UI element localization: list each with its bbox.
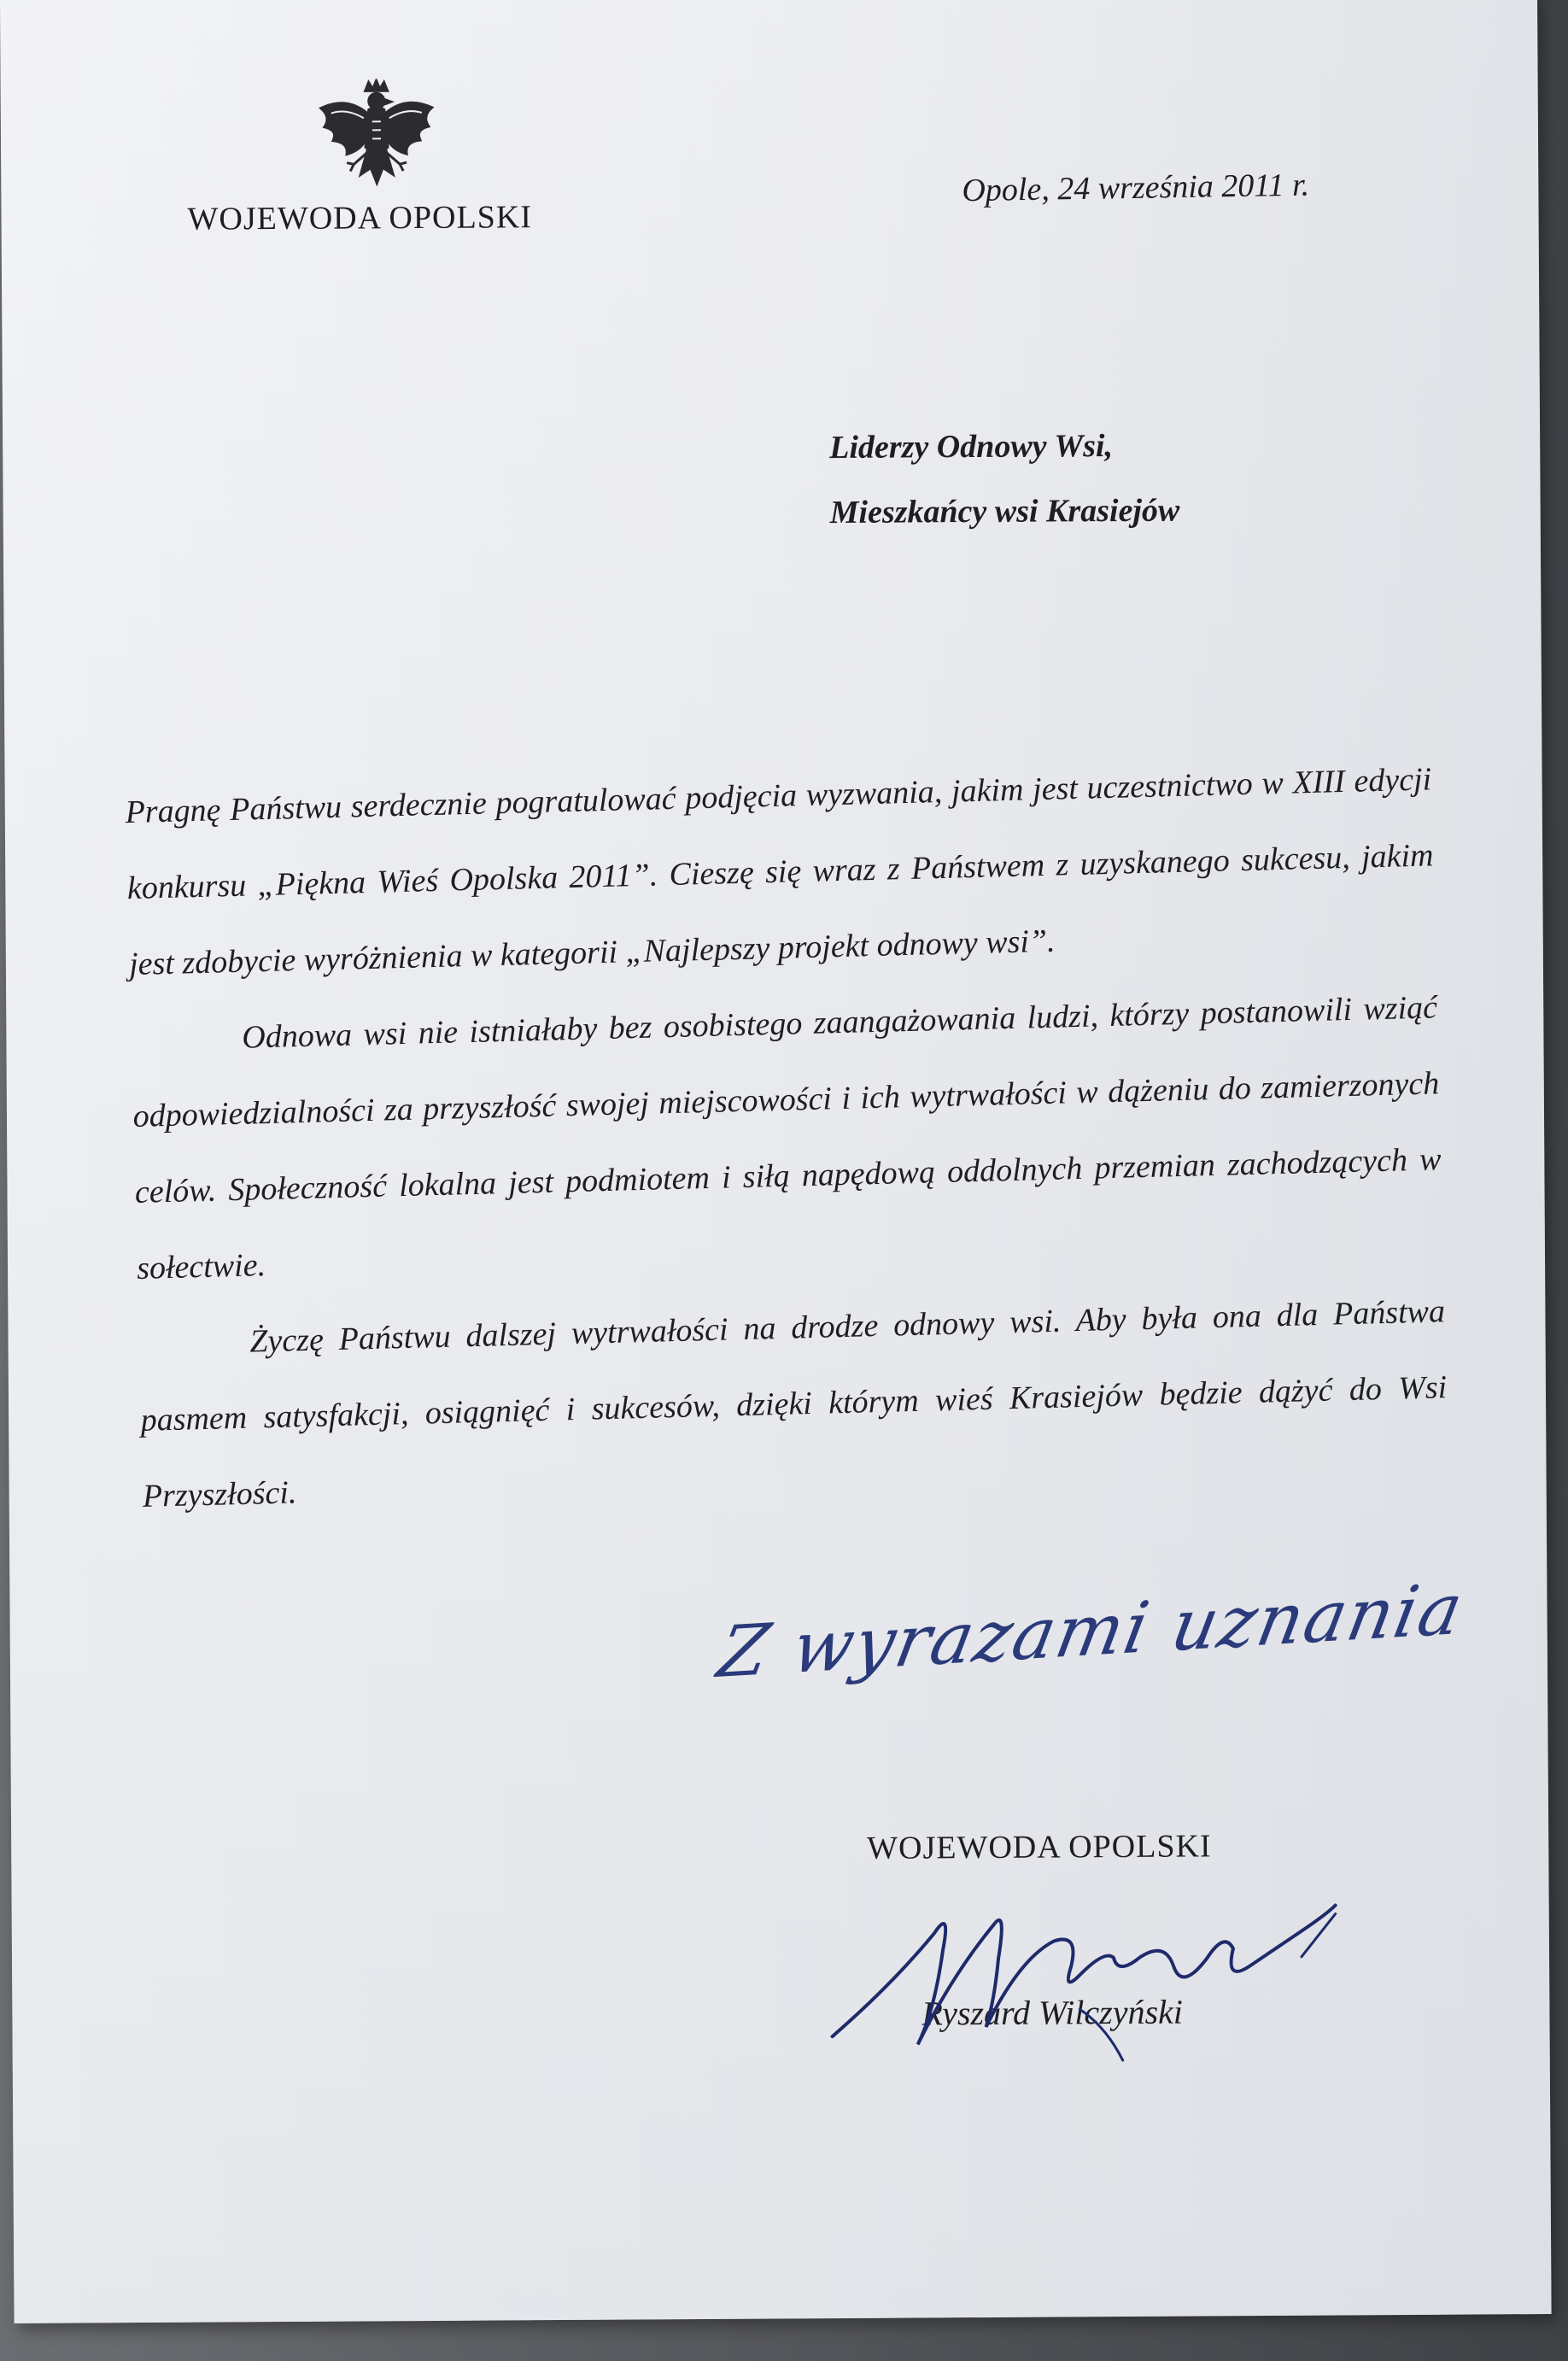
sender-title: WOJEWODA OPOLSKI [187,199,533,237]
signatory-title: WOJEWODA OPOLSKI [867,1828,1212,1866]
letter-body [125,741,1450,1534]
signatory-name: Ryszard Wilczyński [921,1992,1184,2033]
recipients-block [829,413,1180,545]
handwritten-signature [822,1879,1370,2071]
body-paragraph: Pragnę Państwu serdecznie pogratulować podjęcia wyzwania, jakim jest uczestnictwo w XIII edycji konkursu „Piękna Wieś Opolska 2011”. Cieszę się wraz z Państwem z uzyskanego sukcesu, jakim jest zdobycie wyróżnienia w kategorii „Najlepszy projekt odnowy wsi”. [125,761,1434,983]
letter-date: Opole, 24 września 2011 r. [962,167,1310,209]
body-paragraph: Odnowa wsi nie istniałaby bez osobistego zaangażowania ludzi, którzy postanowili wziąć odpowiedzialności za przyszłość swojej miejscowości i ich wytrwałości w dążeniu do zamierzonych celów. Społeczność lokalna jest podmiotem i siłą napędową oddolnych przemian zachodzących w sołectwie. [132,989,1442,1286]
recipient-line: Mieszkańcy wsi Krasiejów [829,492,1180,531]
recipient-line: Liderzy Odnowy Wsi, [829,428,1114,466]
body-paragraph: Życzę Państwu dalszej wytrwałości na drodze odnowy wsi. Aby była ona dla Państwa pasmem satysfakcji, osiągnięć i sukcesów, dzięki którym wieś Krasiejów będzie dążyć do Wsi Przyszłości. [140,1293,1448,1514]
handwritten-closing: Z wyrazami uznania [711,1568,1471,1695]
polish-white-eagle-icon [313,79,442,190]
